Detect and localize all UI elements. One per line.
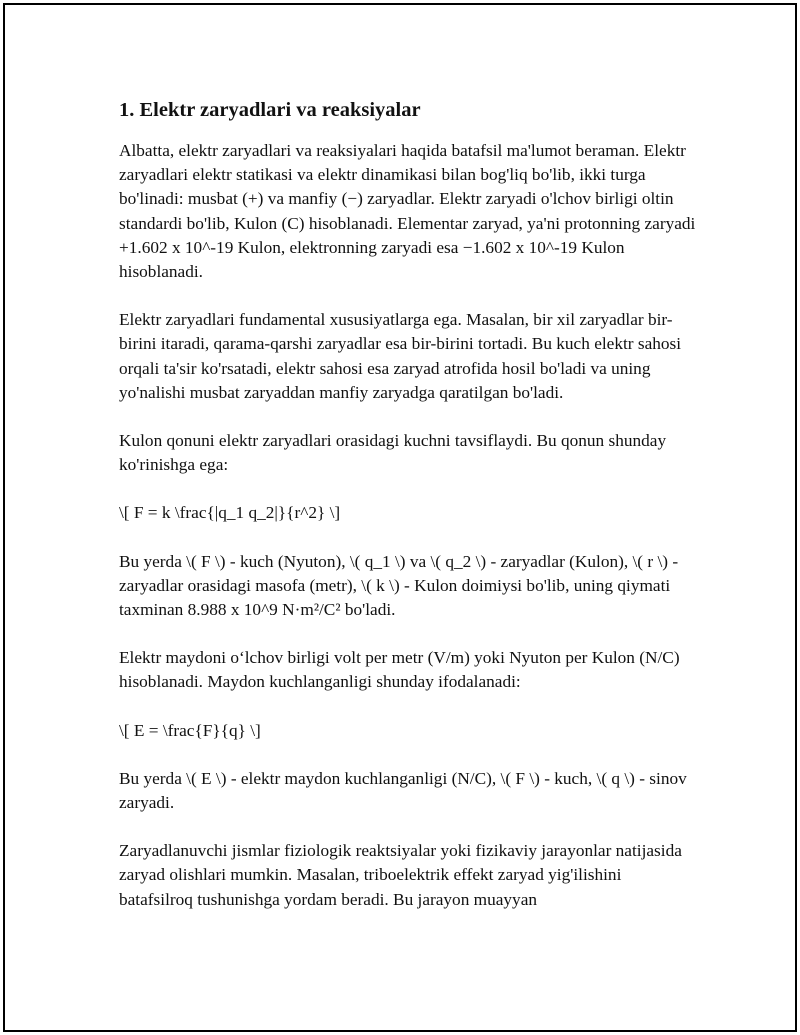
page-frame bbox=[3, 3, 797, 1032]
formula-field: \[ E = \frac{F}{q} \] bbox=[119, 720, 261, 740]
formula-coulomb: \[ F = k \frac{|q_1 q_2|}{r^2} \] bbox=[119, 503, 341, 523]
paragraph-field-units: Elektr maydoni o‘lchov birligi volt per metr (V/m) yoki Nyuton per Kulon (N/C) hisoblanadi. Maydon kuchlanganligi shunday ifodalanadi: bbox=[119, 648, 680, 692]
document-body bbox=[119, 97, 699, 936]
paragraph-charging: Zaryadlanuvchi jismlar fiziologik reaktsiyalar yoki fizikaviy jarayonlar natijasida zaryad olishlari mumkin. Masalan, triboelektrik effekt zaryad yig'ilishini batafsilroq tushunishga yordam beradi. Bu jarayon muayyan bbox=[119, 841, 682, 909]
section-heading: 1. Elektr zaryadlari va reaksiyalar bbox=[119, 99, 421, 121]
paragraph-properties: Elektr zaryadlari fundamental xususiyatlarga ega. Masalan, bir xil zaryadlar bir-birini itaradi, qarama-qarshi zaryadlar esa bir-birini tortadi. Bu kuch elektr sahosi orqali ta'sir ko'rsatadi, elektr sahosi esa zaryad atrofida hosil bo'ladi va uning yo'nalishi musbat zaryaddan manfiy zaryadga qaratilgan bo'ladi. bbox=[119, 310, 682, 402]
paragraph-field-terms: Bu yerda \( E \) - elektr maydon kuchlanganligi (N/C), \( F \) - kuch, \( q \) - sinov zaryadi. bbox=[119, 768, 687, 813]
paragraph-coulomb-law: Kulon qonuni elektr zaryadlari orasidagi kuchni tavsiflaydi. Bu qonun shunday ko'rinishga ega: bbox=[119, 431, 667, 475]
paragraph-intro: Albatta, elektr zaryadlari va reaksiyalari haqida batafsil ma'lumot beraman. Elektr zaryadlari elektr statikasi va elektr dinamikasi bilan bog'liq bo'lib, ikki turga bo'linadi: musbat (+) va manfiy (−) zaryadlar. Elektr zaryadi o'lchov birligi oltin standardi bo'lib, Kulon (C) hisoblanadi. Elementar zaryad, ya'ni protonning zaryadi +1.602 x 10^-19 Kulon, elektronning zaryadi esa −1.602 x 10^-19 Kulon hisoblanadi. bbox=[119, 141, 696, 282]
paragraph-coulomb-terms: Bu yerda \( F \) - kuch (Nyuton), \( q_1 \) va \( q_2 \) - zaryadlar (Kulon), \( r \) - zaryadlar orasidagi masofa (metr), \( k \) - Kulon doimiysi bo'lib, uning qiymati taxminan 8.988 x 10^9 N·m²/C² bo'ladi. bbox=[119, 551, 679, 620]
